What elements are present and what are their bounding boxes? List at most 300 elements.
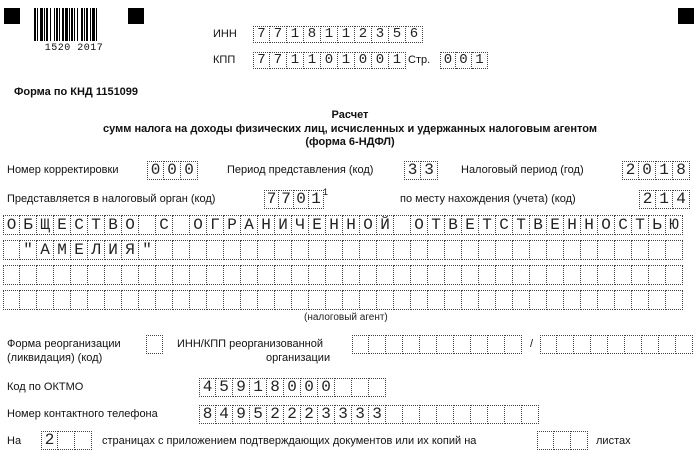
char-cell: 0 xyxy=(284,378,301,397)
char-cell: 9 xyxy=(233,378,250,397)
form-title: Расчет xyxy=(331,109,369,121)
char-cell: 1 xyxy=(656,190,673,209)
page-number-field[interactable] xyxy=(440,52,488,69)
char-cell: Я xyxy=(122,240,139,260)
char-cell: В xyxy=(105,215,122,235)
inn-label: ИНН xyxy=(213,28,237,40)
char-cell: 3 xyxy=(352,405,369,424)
char-cell xyxy=(258,290,275,310)
char-cell xyxy=(352,335,369,354)
correction-number-field[interactable] xyxy=(147,161,198,180)
char-cell: 7 xyxy=(270,52,287,69)
char-cell: 4 xyxy=(199,378,216,397)
char-cell xyxy=(326,240,343,260)
barcode-bar xyxy=(81,8,83,41)
char-cell xyxy=(309,240,326,260)
char-cell: 1 xyxy=(338,52,355,69)
char-cell xyxy=(581,265,598,285)
char-cell: 3 xyxy=(421,161,438,180)
barcode-bar xyxy=(59,8,60,41)
char-cell xyxy=(394,215,411,235)
char-cell: В xyxy=(445,215,462,235)
registration-marker-right xyxy=(128,8,144,24)
reorg-inn-kpp-label-line2: организации xyxy=(266,352,331,364)
char-cell: 0 xyxy=(294,190,309,209)
char-cell: А xyxy=(37,240,54,260)
char-cell xyxy=(437,405,454,424)
char-cell: 2 xyxy=(301,405,318,424)
char-cell xyxy=(564,240,581,260)
char-cell xyxy=(505,335,522,354)
oktmo-label: Код по ОКТМО xyxy=(7,381,84,393)
char-cell: 8 xyxy=(304,26,321,43)
char-cell: О xyxy=(122,215,139,235)
char-cell xyxy=(513,265,530,285)
char-cell xyxy=(105,290,122,310)
location-code-field[interactable] xyxy=(639,190,690,209)
char-cell: 0 xyxy=(440,52,456,69)
period-code-label: Период представления (код) xyxy=(227,164,374,176)
char-cell xyxy=(241,290,258,310)
char-cell xyxy=(598,290,615,310)
char-cell xyxy=(420,335,437,354)
char-cell: Н xyxy=(326,215,343,235)
char-cell: 1 xyxy=(250,378,267,397)
char-cell xyxy=(496,240,513,260)
pages-description: страницах с приложением подтверждающих документов или их копий на xyxy=(102,435,477,447)
barcode-bar xyxy=(69,8,70,41)
char-cell xyxy=(394,265,411,285)
char-cell xyxy=(649,265,666,285)
tax-period-field[interactable] xyxy=(622,161,690,180)
char-cell xyxy=(522,405,539,424)
char-cell: 9 xyxy=(233,405,250,424)
barcode-bar xyxy=(71,8,73,41)
barcode-bar xyxy=(86,8,88,41)
char-cell xyxy=(292,290,309,310)
char-cell: 0 xyxy=(301,378,318,397)
char-cell xyxy=(581,290,598,310)
char-cell: 1 xyxy=(389,52,406,69)
char-cell xyxy=(642,335,659,354)
char-cell xyxy=(547,265,564,285)
char-cell xyxy=(122,265,139,285)
char-cell: Б xyxy=(20,215,37,235)
char-cell xyxy=(71,265,88,285)
char-cell xyxy=(20,265,37,285)
sheets-suffix: листах xyxy=(596,435,631,447)
char-cell xyxy=(173,290,190,310)
char-cell xyxy=(554,431,571,450)
char-cell xyxy=(537,431,554,450)
char-cell xyxy=(88,265,105,285)
char-cell: 3 xyxy=(404,161,421,180)
char-cell xyxy=(676,335,693,354)
char-cell: О xyxy=(360,215,377,235)
form-subtitle: сумм налога на доходы физических лиц, исчисленных и удержанных налоговым агентом xyxy=(103,123,597,135)
char-cell: 7 xyxy=(279,190,294,209)
barcode-bar xyxy=(37,8,38,41)
char-cell xyxy=(377,290,394,310)
char-cell: 1 xyxy=(472,52,488,69)
char-cell xyxy=(224,290,241,310)
char-cell: 1 xyxy=(309,190,324,209)
char-cell: Т xyxy=(513,215,530,235)
char-cell xyxy=(343,265,360,285)
char-cell xyxy=(139,290,156,310)
footnote-mark: 1 xyxy=(323,187,329,197)
char-cell: 1 xyxy=(287,26,304,43)
barcode-bar xyxy=(96,8,97,41)
char-cell xyxy=(615,240,632,260)
char-cell xyxy=(530,240,547,260)
barcode-bar xyxy=(65,8,68,41)
char-cell: 8 xyxy=(267,378,284,397)
reorg-form-label-line2: (ликвидация) (код) xyxy=(7,352,103,364)
char-cell xyxy=(649,240,666,260)
char-cell xyxy=(598,240,615,260)
char-cell: 8 xyxy=(673,161,690,180)
char-cell: Щ xyxy=(37,215,54,235)
char-cell xyxy=(540,335,557,354)
char-cell xyxy=(37,290,54,310)
knd-code: Форма по КНД 1151099 xyxy=(14,86,139,98)
char-cell: С xyxy=(71,215,88,235)
char-cell xyxy=(428,265,445,285)
char-cell: 6 xyxy=(406,26,423,43)
char-cell xyxy=(386,335,403,354)
char-cell xyxy=(513,290,530,310)
char-cell xyxy=(190,290,207,310)
char-cell xyxy=(445,290,462,310)
char-cell xyxy=(224,240,241,260)
char-cell: А xyxy=(241,215,258,235)
char-cell xyxy=(241,240,258,260)
char-cell: Н xyxy=(258,215,275,235)
char-cell xyxy=(369,378,386,397)
char-cell xyxy=(343,290,360,310)
char-cell: 3 xyxy=(335,405,352,424)
barcode-bar xyxy=(54,8,55,41)
char-cell: " xyxy=(139,240,156,260)
tax-agent-name-row-2[interactable] xyxy=(3,240,683,260)
inn-kpp-slash: / xyxy=(530,338,534,350)
char-cell xyxy=(564,290,581,310)
char-cell xyxy=(547,240,564,260)
char-cell xyxy=(241,265,258,285)
char-cell xyxy=(615,265,632,285)
char-cell: 4 xyxy=(673,190,690,209)
char-cell xyxy=(275,290,292,310)
char-cell xyxy=(377,240,394,260)
pages-prefix: На xyxy=(7,435,22,447)
char-cell xyxy=(58,431,75,450)
char-cell xyxy=(411,290,428,310)
char-cell xyxy=(309,265,326,285)
char-cell xyxy=(139,265,156,285)
char-cell xyxy=(666,240,683,260)
registration-marker-far-right xyxy=(678,8,694,24)
char-cell xyxy=(488,405,505,424)
char-cell xyxy=(3,290,20,310)
char-cell: 2 xyxy=(355,26,372,43)
char-cell: 7 xyxy=(264,190,279,209)
barcode-bar xyxy=(56,8,58,41)
char-cell: Ь xyxy=(649,215,666,235)
barcode-bar xyxy=(44,8,45,41)
char-cell xyxy=(591,335,608,354)
char-cell xyxy=(173,265,190,285)
tax-period-label: Налоговый период (год) xyxy=(461,164,584,176)
char-cell xyxy=(377,265,394,285)
char-cell xyxy=(530,265,547,285)
char-cell xyxy=(360,240,377,260)
char-cell: 5 xyxy=(250,405,267,424)
char-cell: 1 xyxy=(287,52,304,69)
char-cell xyxy=(615,290,632,310)
char-cell: Л xyxy=(88,240,105,260)
char-cell xyxy=(411,265,428,285)
barcode-bar xyxy=(62,8,64,41)
char-cell xyxy=(574,335,591,354)
char-cell: О xyxy=(3,215,20,235)
sheets-count-field[interactable] xyxy=(537,431,588,450)
char-cell xyxy=(173,240,190,260)
char-cell xyxy=(666,290,683,310)
char-cell: 0 xyxy=(355,52,372,69)
char-cell xyxy=(496,265,513,285)
pages-count-field[interactable] xyxy=(41,431,92,450)
char-cell xyxy=(659,335,676,354)
char-cell xyxy=(571,431,588,450)
char-cell: 0 xyxy=(456,52,472,69)
char-cell xyxy=(71,290,88,310)
char-cell xyxy=(386,405,403,424)
char-cell: 7 xyxy=(253,26,270,43)
char-cell xyxy=(479,290,496,310)
char-cell: 2 xyxy=(267,405,284,424)
char-cell: С xyxy=(156,215,173,235)
tax-authority-label: Представляется в налоговый орган (код) xyxy=(7,193,216,205)
phone-field[interactable] xyxy=(199,405,539,424)
char-cell xyxy=(292,240,309,260)
char-cell xyxy=(632,265,649,285)
location-code-label: по месту нахождения (учета) (код) xyxy=(400,193,576,205)
char-cell: М xyxy=(54,240,71,260)
char-cell: 1 xyxy=(656,161,673,180)
char-cell xyxy=(462,290,479,310)
char-cell: Т xyxy=(632,215,649,235)
char-cell xyxy=(454,405,471,424)
char-cell xyxy=(326,290,343,310)
char-cell: 0 xyxy=(318,378,335,397)
barcode-bar xyxy=(74,8,75,41)
char-cell: 8 xyxy=(199,405,216,424)
char-cell xyxy=(496,290,513,310)
char-cell xyxy=(37,265,54,285)
barcode-bar xyxy=(34,8,36,41)
char-cell xyxy=(403,335,420,354)
reorg-inn-field[interactable] xyxy=(352,335,522,354)
char-cell xyxy=(139,215,156,235)
char-cell xyxy=(3,240,20,260)
char-cell: 4 xyxy=(216,405,233,424)
char-cell xyxy=(352,378,369,397)
char-cell: 2 xyxy=(41,431,58,450)
char-cell xyxy=(649,290,666,310)
char-cell xyxy=(479,265,496,285)
char-cell: 0 xyxy=(372,52,389,69)
char-cell xyxy=(105,265,122,285)
barcode-bar xyxy=(90,8,91,41)
char-cell: 0 xyxy=(321,52,338,69)
char-cell xyxy=(207,290,224,310)
char-cell: Е xyxy=(462,215,479,235)
char-cell xyxy=(462,265,479,285)
barcode-bar xyxy=(40,8,43,41)
char-cell xyxy=(479,240,496,260)
char-cell: Н xyxy=(343,215,360,235)
char-cell xyxy=(394,290,411,310)
char-cell xyxy=(420,405,437,424)
barcode-bar xyxy=(77,8,78,41)
char-cell: О xyxy=(411,215,428,235)
char-cell xyxy=(275,265,292,285)
kpp-field[interactable] xyxy=(253,52,406,69)
char-cell xyxy=(513,240,530,260)
char-cell xyxy=(343,240,360,260)
char-cell xyxy=(369,335,386,354)
char-cell: 0 xyxy=(639,161,656,180)
char-cell xyxy=(581,240,598,260)
char-cell xyxy=(173,215,190,235)
char-cell: Т xyxy=(428,215,445,235)
tax-agent-name-row-3[interactable] xyxy=(3,265,683,285)
char-cell xyxy=(258,265,275,285)
char-cell: Т xyxy=(479,215,496,235)
barcode-bar xyxy=(50,8,51,41)
char-cell: О xyxy=(598,215,615,235)
char-cell: И xyxy=(275,215,292,235)
char-cell xyxy=(598,265,615,285)
char-cell xyxy=(88,290,105,310)
char-cell: Е xyxy=(54,215,71,235)
char-cell xyxy=(54,290,71,310)
char-cell xyxy=(275,240,292,260)
phone-label: Номер контактного телефона xyxy=(7,408,158,420)
char-cell xyxy=(557,335,574,354)
char-cell: 3 xyxy=(369,405,386,424)
char-cell xyxy=(428,240,445,260)
char-cell: Н xyxy=(564,215,581,235)
char-cell: С xyxy=(496,215,513,235)
char-cell: 5 xyxy=(389,26,406,43)
barcode-bar xyxy=(46,8,48,41)
char-cell xyxy=(471,405,488,424)
char-cell xyxy=(547,290,564,310)
period-code-field[interactable] xyxy=(404,161,438,180)
char-cell xyxy=(428,290,445,310)
char-cell: Г xyxy=(207,215,224,235)
char-cell: 1 xyxy=(338,26,355,43)
char-cell: Е xyxy=(547,215,564,235)
char-cell: 1 xyxy=(304,52,321,69)
tax-agent-name-row-4[interactable] xyxy=(3,290,683,310)
char-cell xyxy=(156,265,173,285)
char-cell: Ю xyxy=(666,215,683,235)
char-cell xyxy=(122,290,139,310)
char-cell: Ч xyxy=(292,215,309,235)
kpp-label: КПП xyxy=(213,54,236,66)
char-cell xyxy=(488,335,505,354)
barcode-image xyxy=(33,8,115,44)
char-cell xyxy=(454,335,471,354)
barcode-bar xyxy=(84,8,85,41)
char-cell xyxy=(207,265,224,285)
tax-agent-name-row-1[interactable] xyxy=(3,215,683,235)
char-cell xyxy=(156,290,173,310)
char-cell xyxy=(608,335,625,354)
char-cell: 7 xyxy=(270,26,287,43)
char-cell: Н xyxy=(581,215,598,235)
inn-field[interactable] xyxy=(253,26,423,43)
char-cell xyxy=(156,240,173,260)
char-cell: Т xyxy=(88,215,105,235)
char-cell: 1 xyxy=(321,26,338,43)
barcode-number: 1520 2017 xyxy=(44,43,104,54)
reorg-inn-kpp-label: ИНН/КПП реорганизованной xyxy=(177,338,323,350)
reorg-kpp-field[interactable] xyxy=(540,335,693,354)
tax-agent-caption: (налоговый агент) xyxy=(304,312,388,323)
char-cell: О xyxy=(190,215,207,235)
char-cell xyxy=(632,290,649,310)
char-cell xyxy=(292,265,309,285)
char-cell: С xyxy=(615,215,632,235)
char-cell xyxy=(666,265,683,285)
char-cell: И xyxy=(105,240,122,260)
reorg-form-label: Форма реорганизации xyxy=(7,338,121,350)
char-cell xyxy=(335,378,352,397)
char-cell xyxy=(54,265,71,285)
char-cell xyxy=(360,290,377,310)
char-cell xyxy=(75,431,92,450)
char-cell xyxy=(146,335,163,354)
char-cell: 3 xyxy=(318,405,335,424)
char-cell xyxy=(224,265,241,285)
char-cell xyxy=(207,240,224,260)
char-cell xyxy=(326,265,343,285)
char-cell: Р xyxy=(224,215,241,235)
char-cell xyxy=(411,240,428,260)
char-cell: 2 xyxy=(639,190,656,209)
char-cell: 2 xyxy=(622,161,639,180)
char-cell: Е xyxy=(71,240,88,260)
char-cell: 3 xyxy=(372,26,389,43)
form-code-title: (форма 6-НДФЛ) xyxy=(305,136,395,148)
oktmo-field[interactable] xyxy=(199,378,386,397)
tax-authority-field[interactable] xyxy=(264,190,324,209)
char-cell xyxy=(505,405,522,424)
char-cell xyxy=(190,240,207,260)
reorg-form-field[interactable] xyxy=(146,335,163,354)
char-cell xyxy=(445,265,462,285)
char-cell xyxy=(564,265,581,285)
char-cell xyxy=(394,240,411,260)
char-cell xyxy=(632,240,649,260)
page-label: Стр. xyxy=(408,54,431,66)
char-cell xyxy=(445,240,462,260)
char-cell xyxy=(190,265,207,285)
